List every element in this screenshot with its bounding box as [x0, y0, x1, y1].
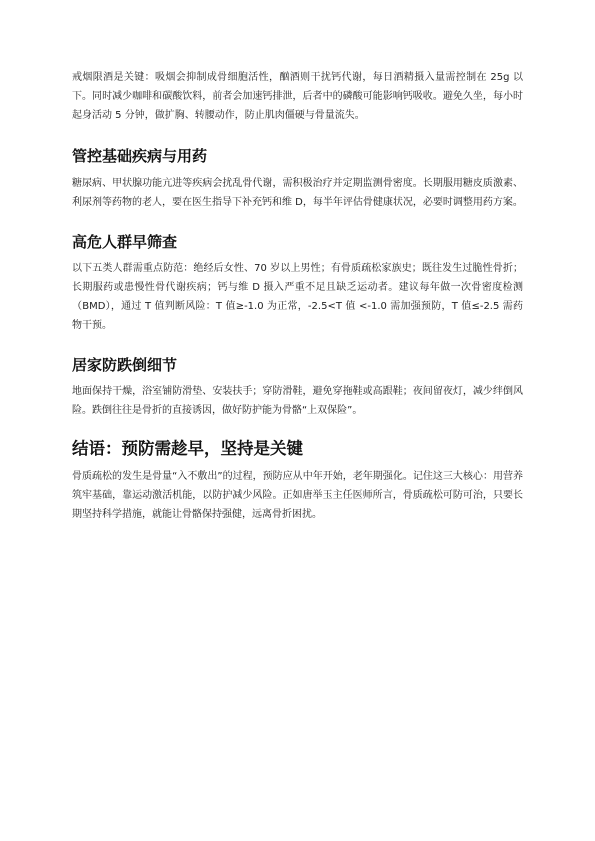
conclusion-paragraph: 骨质疏松的发生是骨量“入不敷出”的过程，预防应从中年开始，老年期强化。记住这三大核心：用营养筑牢基础，靠运动激活机能，以防护减少风险。正如唐举玉主任医师所言，骨质疏松可防可治，只要长期坚持科学措施，就能让骨骼保持强健，远离骨折困扰。: [72, 471, 523, 520]
chronic-disease-paragraph: 糖尿病、甲状腺功能亢进等疾病会扰乱骨代谢，需积极治疗并定期监测骨密度。长期服用糖皮质激素、利尿剂等药物的老人，要在医生指导下补充钙和维 D，每半年评估骨健康状况，必要时调整用药方案。: [72, 178, 523, 208]
heading-screening: 高危人群早筛查: [72, 233, 178, 251]
lifestyle-paragraph: 戒烟限酒是关键：吸烟会抑制成骨细胞活性，酗酒则干扰钙代谢，每日酒精摄入量需控制在 25g 以下。同时减少咖啡和碳酸饮料，前者会加速钙排泄，后者中的磷酸可能影响钙吸收。避免久坐，每小时起身活动 5 分钟，做扩胸、转腰动作，防止肌肉僵硬与骨量流失。: [72, 72, 523, 121]
fall-prevention-paragraph: 地面保持干燥，浴室铺防滑垫、安装扶手；穿防滑鞋，避免穿拖鞋或高跟鞋；夜间留夜灯，减少绊倒风险。跌倒往往是骨折的直接诱因，做好防护能为骨骼“上双保险”。: [72, 386, 523, 416]
heading-conclusion: 结语：预防需趁早，坚持是关键: [72, 439, 303, 458]
heading-fall-prevention: 居家防跌倒细节: [72, 356, 178, 374]
screening-paragraph: 以下五类人群需重点防范：绝经后女性、70 岁以上男性；有骨质疏松家族史；既往发生过脆性骨折；长期服药或患慢性骨代谢疾病；钙与维 D 摄入严重不足且缺乏运动者。建议每年做一次骨密度检测（BMD），通过 T 值判断风险：T 值≥-1.0 为正常，-2.5<T 值 <-1.0 需加强预防，T 值≤-2.5 需药物干预。: [72, 263, 523, 331]
heading-chronic-disease: 管控基础疾病与用药: [72, 147, 208, 165]
